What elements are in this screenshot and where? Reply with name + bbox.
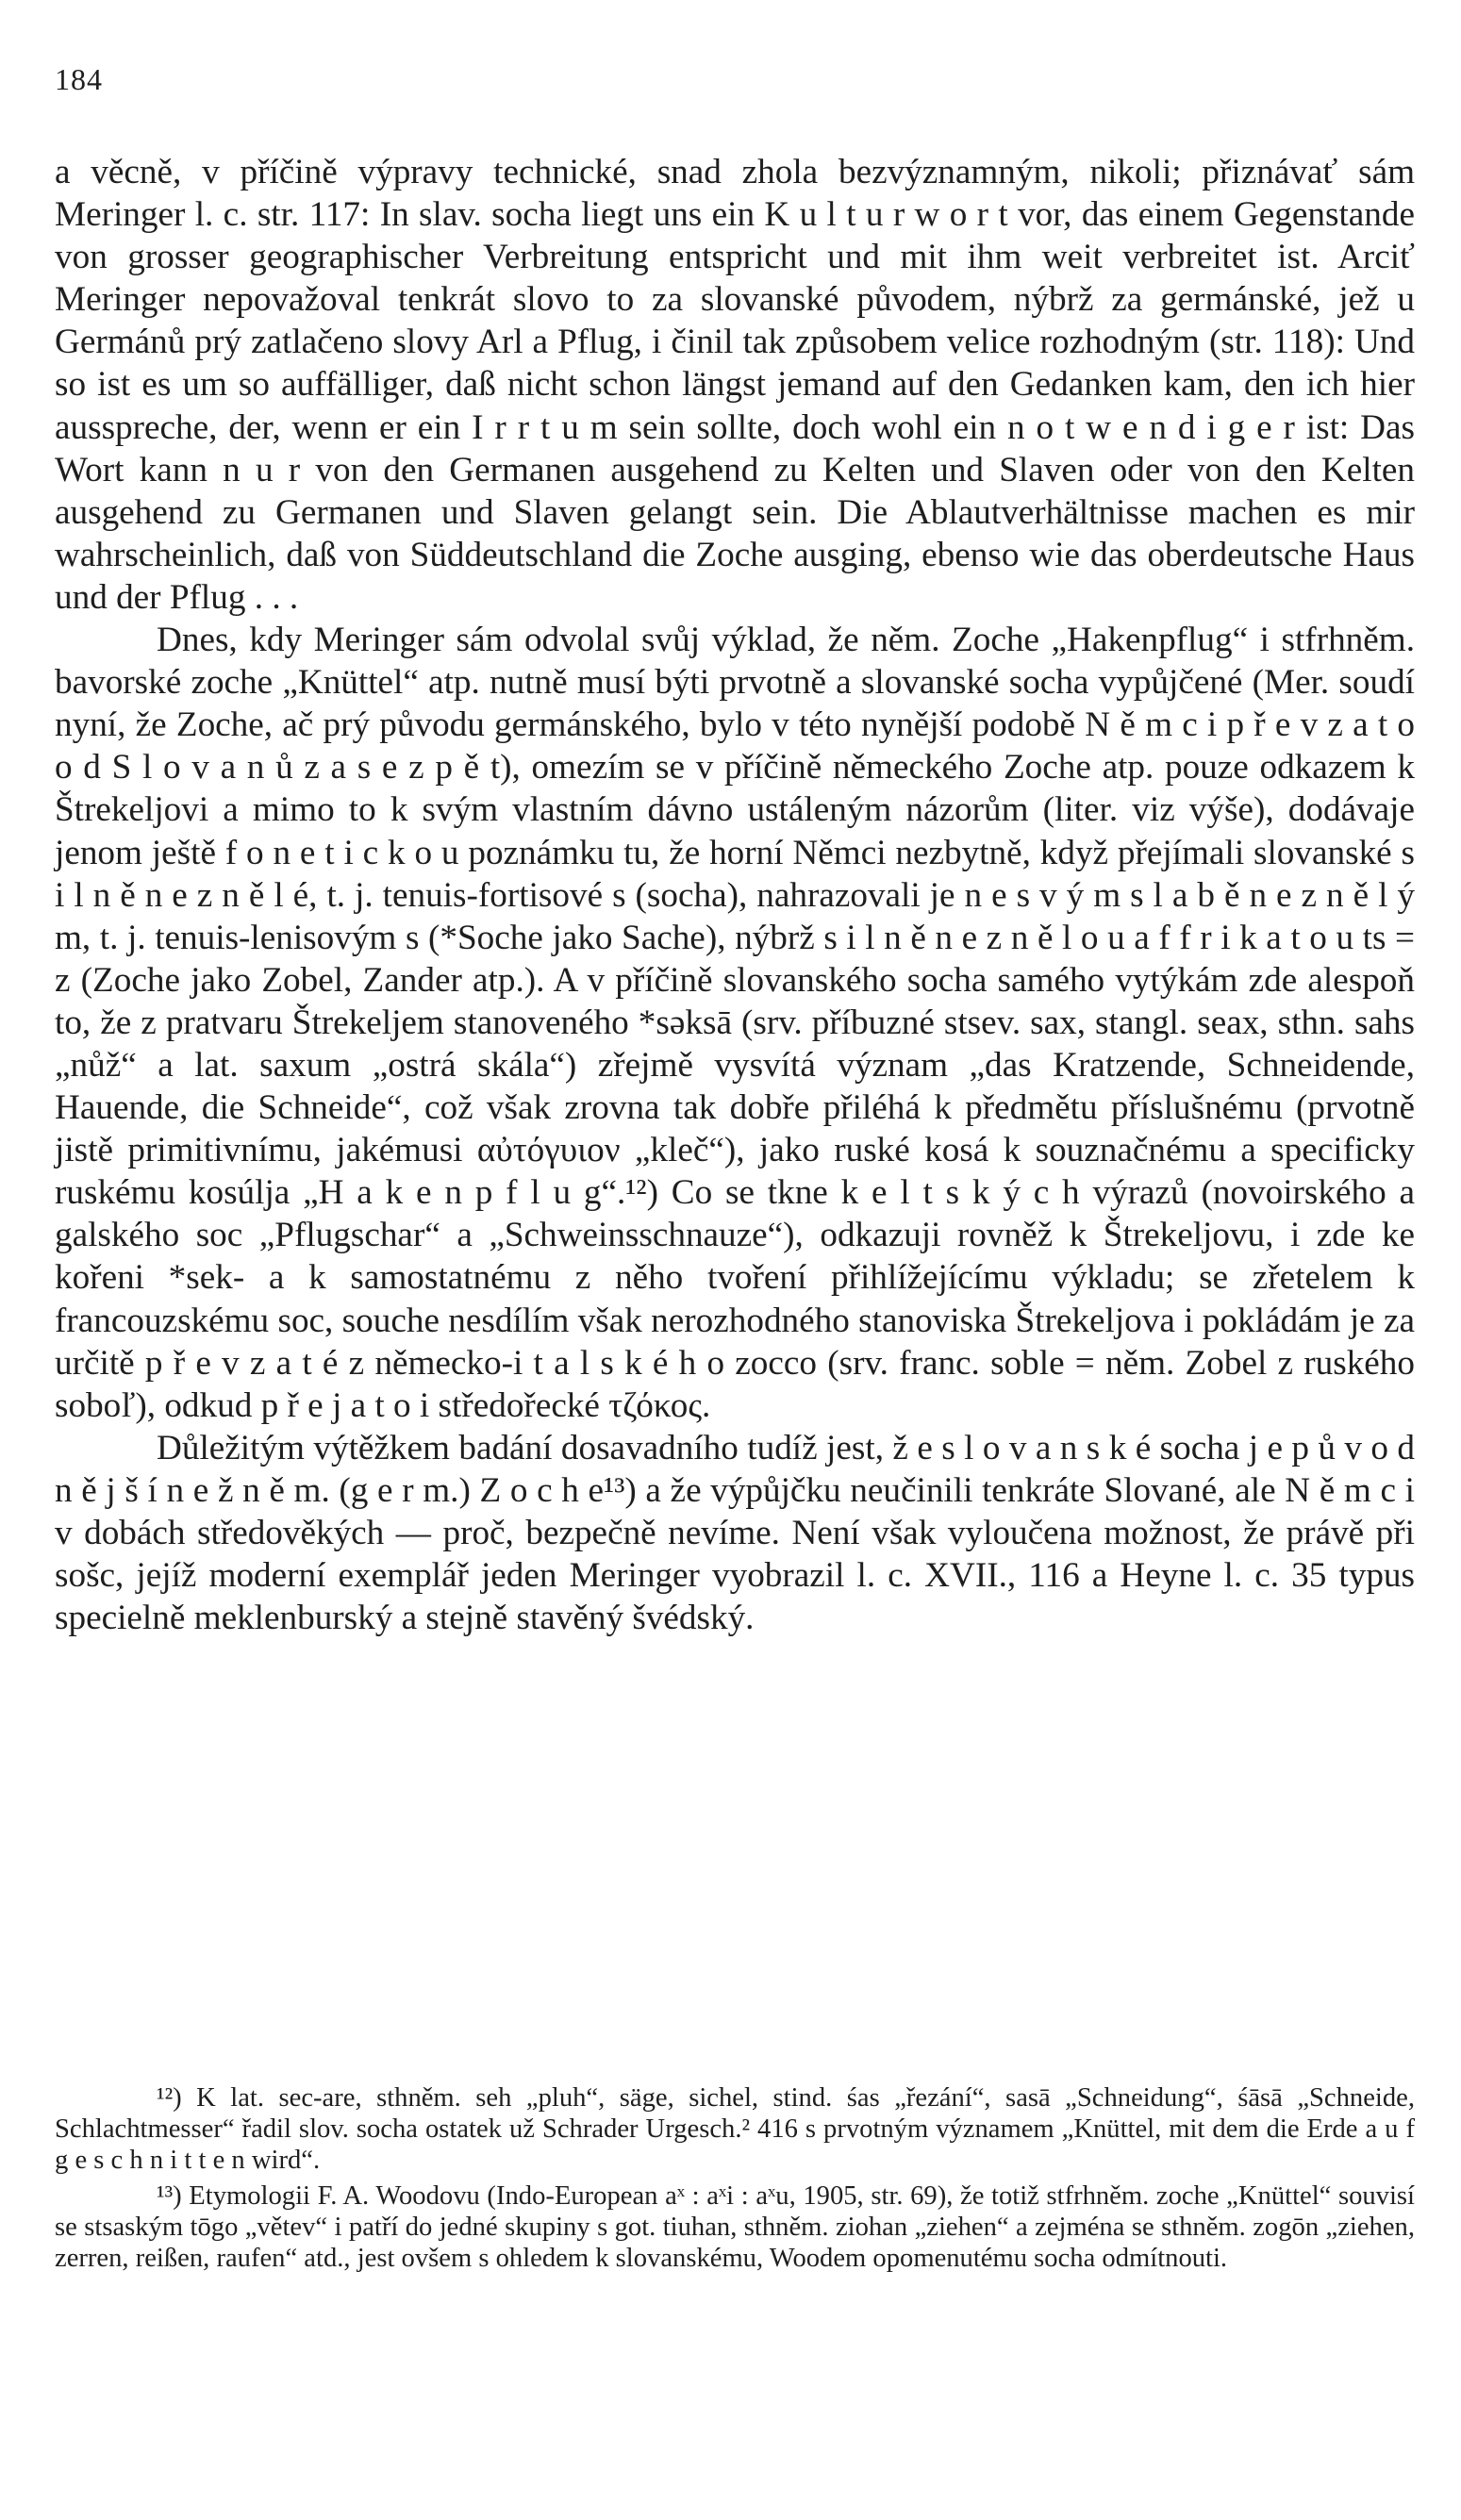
footnotes bbox=[55, 2082, 1415, 2274]
paragraph-1: a věcně, v příčině výpravy technické, snad zhola bezvýznamným, nikoli; přiznávať sám Meringer l. c. str. 117: In slav. socha liegt uns ein K u l t u r w o r t vor, das einem Gegenstande von grosser geographischer Verbreitung entspricht und mit ihm weit verbreitet ist. Arciť Meringer nepovažoval tenkrát slovo to za slovanské původem, nýbrž za germánské, jež u Germánů prý zatlačeno slovy Arl a Pflug, i činil tak způsobem velice rozhodným (str. 118): Und so ist es um so auffälliger, daß nicht schon längst jemand auf den Gedanken kam, den ich hier ausspreche, der, wenn er ein I r r t u m sein sollte, doch wohl ein n o t w e n d i g e r ist: Das Wort kann n u r von den Germanen ausgehend zu Kelten und Slaven oder von den Kelten ausgehend zu Germanen und Slaven gelangt sein. Die Ablautverhältnisse machen es mir wahrscheinlich, daß von Süddeutschland die Zoche ausging, ebenso wie das oberdeutsche Haus und der Pflug . . . bbox=[55, 153, 1415, 617]
footnote-12: ¹²) K lat. sec-are, sthněm. seh „pluh“, säge, sichel, stind. śas „řezání“, sasā „Schneidung“, śāsā „Schneide, Schlachtmesser“ řadil slov. socha ostatek už Schrader Urgesch.² 416 s prvotným významem „Knüttel, mit dem die Erde a u f g e s c h n i t t e n wird“. bbox=[55, 2083, 1415, 2176]
body-text bbox=[55, 151, 1415, 1639]
paragraph-3: Důležitým výtěžkem badání dosavadního tudíž jest, ž e s l o v a n s k é socha j e p ů v o d n ě j š í n e ž n ě m. (g e r m.) Z o c h e¹³) a že výpůjčku neučinili tenkráte Slované, ale N ě m c i v dobách středověkých — proč, bezpečně nevíme. Není však vyloučena možnost, že právě při sošc, jejíž moderní exemplář jeden Meringer vyobrazil l. c. XVII., 116 a Heyne l. c. 35 typus specielně meklenburský a stejně stavěný švédský. bbox=[55, 1428, 1415, 1638]
paragraph-2: Dnes, kdy Meringer sám odvolal svůj výklad, že něm. Zoche „Hakenpflug“ i stfrhněm. bavorské zoche „Knüttel“ atp. nutně musí býti prvotně a slovanské socha vypůjčené (Mer. soudí nyní, že Zoche, ač prý původu germánského, bylo v této nynější podobě N ě m c i p ř e v z a t o o d S l o v a n ů z a s e z p ě t), omezím se v příčině německého Zoche atp. pouze odkazem k Štrekeljovi a mimo to k svým vlastním dávno ustáleným názorům (liter. viz výše), dodávaje jenom ještě f o n e t i c k o u poznámku tu, že horní Němci nezbytně, když přejímali slovanské s i l n ě n e z n ě l é, t. j. tenuis-fortisové s (socha), nahrazovali je n e s v ý m s l a b ě n e z n ě l ý m, t. j. tenuis-lenisovým s (*Soche jako Sache), nýbrž s i l n ě n e z n ě l o u a f f r i k a t o u ts = z (Zoche jako Zobel, Zander atp.). A v příčině slovanského socha samého vytýkám zde alespoň to, že z pratvaru Štrekeljem stanoveného *səksā (srv. příbuzné stsev. sax, stangl. seax, sthn. sahs „nůž“ a lat. saxum „ostrá skála“) zřejmě vysvítá význam „das Kratzende, Schneidende, Hauende, die Schneide“, což však zrovna tak dobře přiléhá k předmětu příslušnému (prvotně jistě primitivnímu, jakémusi αὐτόγυιον „kleč“), jako ruské kosá k souznačnému a specificky ruskému kosúlja „H a k e n p f l u g“.¹²) Co se tkne k e l t s k ý c h výrazů (novoirského a galského soc „Pflugschar“ a „Schweinsschnauze“), odkazuji rovněž k Štrekeljovu, i zde ke kořeni *sek- a k samostatnému z něho tvoření přihlížejícímu výkladu; se zřetelem k francouzskému soc, souche nesdílím však nerozhodného stanoviska Štrekeljova i pokládám je za určitě p ř e v z a t é z německo-i t a l s k é h o zocco (srv. franc. soble = něm. Zobel z ruského soboľ), odkud p ř e j a t o i středořecké τζόκος. bbox=[55, 621, 1415, 1425]
footnote-13: ¹³) Etymologii F. A. Woodovu (Indo-European aˣ : aˣi : aˣu, 1905, str. 69), že totiž stfrhněm. zoche „Knüttel“ souvisí se stsaským tōgo „větev“ i patří do jedné skupiny s got. tiuhan, sthněm. ziohan „ziehen“ a zejména se sthněm. zogōn „ziehen, zerren, reißen, raufen“ atd., jest ovšem s ohledem k slovanskému, Woodem opomenutému socha odmítnouti. bbox=[55, 2180, 1415, 2274]
page-number: 184 bbox=[55, 62, 103, 96]
